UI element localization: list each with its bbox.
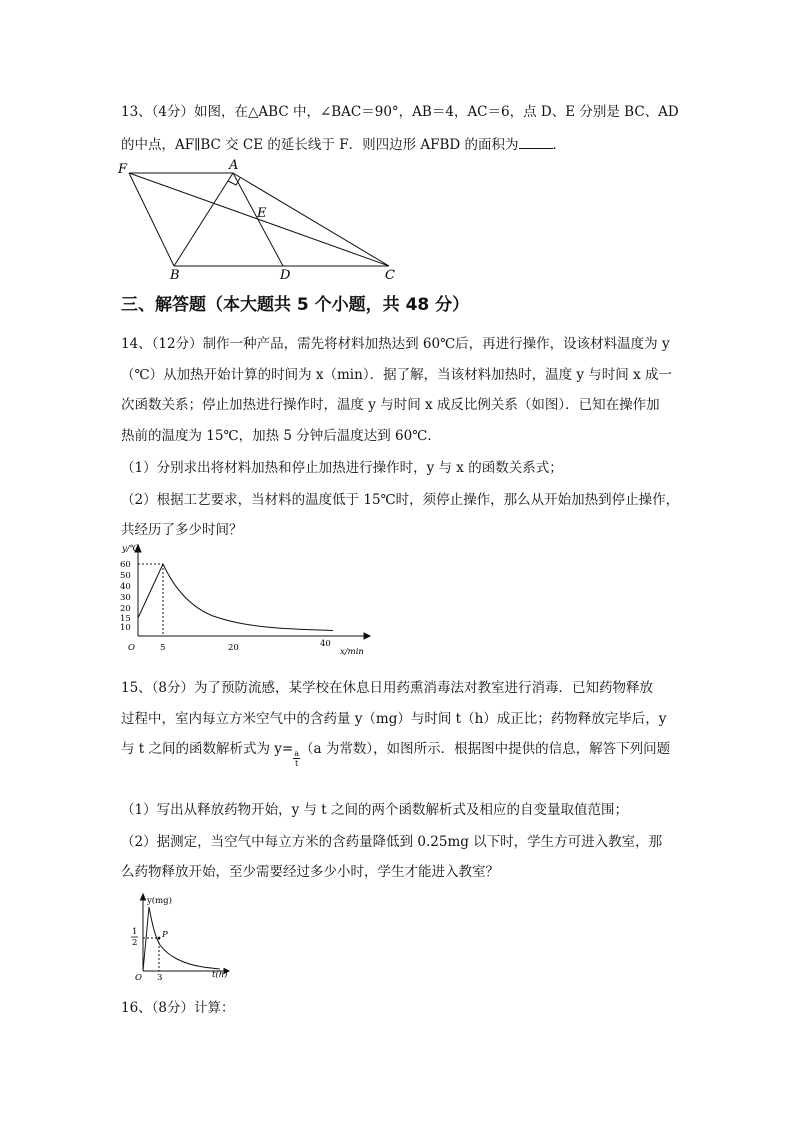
point-p: [158, 937, 161, 940]
heating-line: [138, 564, 163, 618]
formula-fraction: [293, 749, 300, 768]
y-axis-arrow: [141, 894, 146, 900]
q14-sub1: （1）分别求出将材料加热和停止加热进行操作时，y 与 x 的函数关系式；: [121, 460, 563, 476]
x-tick-40: 40: [320, 639, 331, 649]
x-tick-5: 5: [160, 643, 166, 653]
half-numerator: 1: [132, 927, 138, 937]
x-axis-arrow: [364, 633, 370, 639]
label-f: F: [118, 162, 128, 177]
half-denominator: 2: [132, 938, 138, 948]
q14-graph: [118, 542, 373, 660]
fraction-numerator: a: [294, 749, 300, 758]
release-line: [143, 907, 149, 971]
x-tick-3: 3: [157, 973, 163, 983]
q15-line3: [121, 737, 671, 768]
y-tick-30: 30: [120, 593, 131, 603]
label-d: D: [280, 268, 291, 283]
origin-label: O: [135, 973, 142, 983]
q15-line3-start: 与 t 之间的函数解析式为 y=: [121, 741, 294, 757]
q15-sub2a: （2）据测定，当空气中每立方米的含药量降低到 0.25mg 以下时，学生方可进入教室，那: [121, 834, 663, 850]
label-e: E: [257, 206, 267, 221]
answer-blank: [519, 136, 553, 149]
q13-figure: [118, 158, 403, 283]
section-3-title: 三、解答题（本大题共 5 个小题，共 48 分）: [121, 295, 470, 315]
label-a: A: [229, 158, 239, 173]
fraction-denominator: t: [295, 759, 299, 768]
q14-sub2a: （2）根据工艺要求，当材料的温度低于 15℃时，须停止操作，那么从开始加热到停止操作，: [121, 492, 680, 508]
q15-line3-end: （a 为常数），如图所示．根据图中提供的信息，解答下列问题: [300, 741, 671, 757]
point-p-label: P: [162, 930, 168, 940]
q13-line1: 13、（4分）如图，在△ABC 中，∠BAC＝90°，AB＝4，AC＝6，点 D、E 分别是 BC、AD: [121, 104, 679, 120]
q14-line2: （℃）从加热开始计算的时间为 x（min）．据了解，当该材料加热时，温度 y 与时间 x 成一: [121, 367, 672, 383]
y-axis-label: y(mg): [147, 896, 172, 906]
x-axis-label: x/min: [340, 647, 364, 657]
q15-sub1: （1）写出从释放药物开始，y 与 t 之间的两个函数解析式及相应的自变量取值范围；: [121, 802, 629, 818]
segment-ab: [174, 173, 233, 266]
y-tick-10: 10: [120, 623, 131, 633]
y-tick-40: 40: [120, 582, 131, 592]
y-axis-label: y/℃: [122, 544, 140, 554]
right-angle-mark: [228, 178, 240, 185]
y-tick-50: 50: [120, 571, 131, 581]
q16-line1: 16、（8分）计算：: [121, 1000, 235, 1016]
y-tick-60: 60: [120, 560, 131, 570]
x-axis-label: t(h): [212, 970, 228, 980]
q13-line2-text: 的中点，AF∥BC 交 CE 的延长线于 F．则四边形 AFBD 的面积为: [121, 137, 519, 153]
origin-label: O: [128, 643, 135, 653]
y-tick-20: 20: [120, 604, 131, 614]
label-b: B: [170, 268, 180, 283]
q15-line1: 15、（8分）为了预防流感，某学校在休息日用药熏消毒法对教室进行消毒．已知药物释放: [121, 680, 654, 696]
cooling-curve: [163, 564, 333, 631]
q14-line3: 次函数关系；停止加热进行操作时，温度 y 与时间 x 成反比例关系（如图）．已知在操作加: [121, 397, 660, 413]
q13-line2: [121, 133, 566, 153]
q15-line2: 过程中，室内每立方米空气中的含药量 y（mg）与时间 t（h）成正比；药物释放完毕后，y: [121, 711, 667, 727]
label-c: C: [385, 268, 395, 283]
q15-graph: [128, 893, 238, 985]
q13-line2-end: ．: [552, 137, 567, 153]
q15-sub2b: 么药物释放开始，至少需要经过多少小时，学生才能进入教室？: [121, 864, 499, 880]
y-tick-15: 15: [120, 614, 131, 624]
q14-line4: 热前的温度为 15℃，加热 5 分钟后温度达到 60℃．: [121, 428, 441, 444]
q14-sub2b: 共经历了多少时间？: [121, 522, 243, 538]
x-tick-20: 20: [228, 643, 239, 653]
q14-line1: 14、（12分）制作一种产品，需先将材料加热达到 60℃后，再进行操作，设该材料温度为 y: [121, 336, 670, 352]
